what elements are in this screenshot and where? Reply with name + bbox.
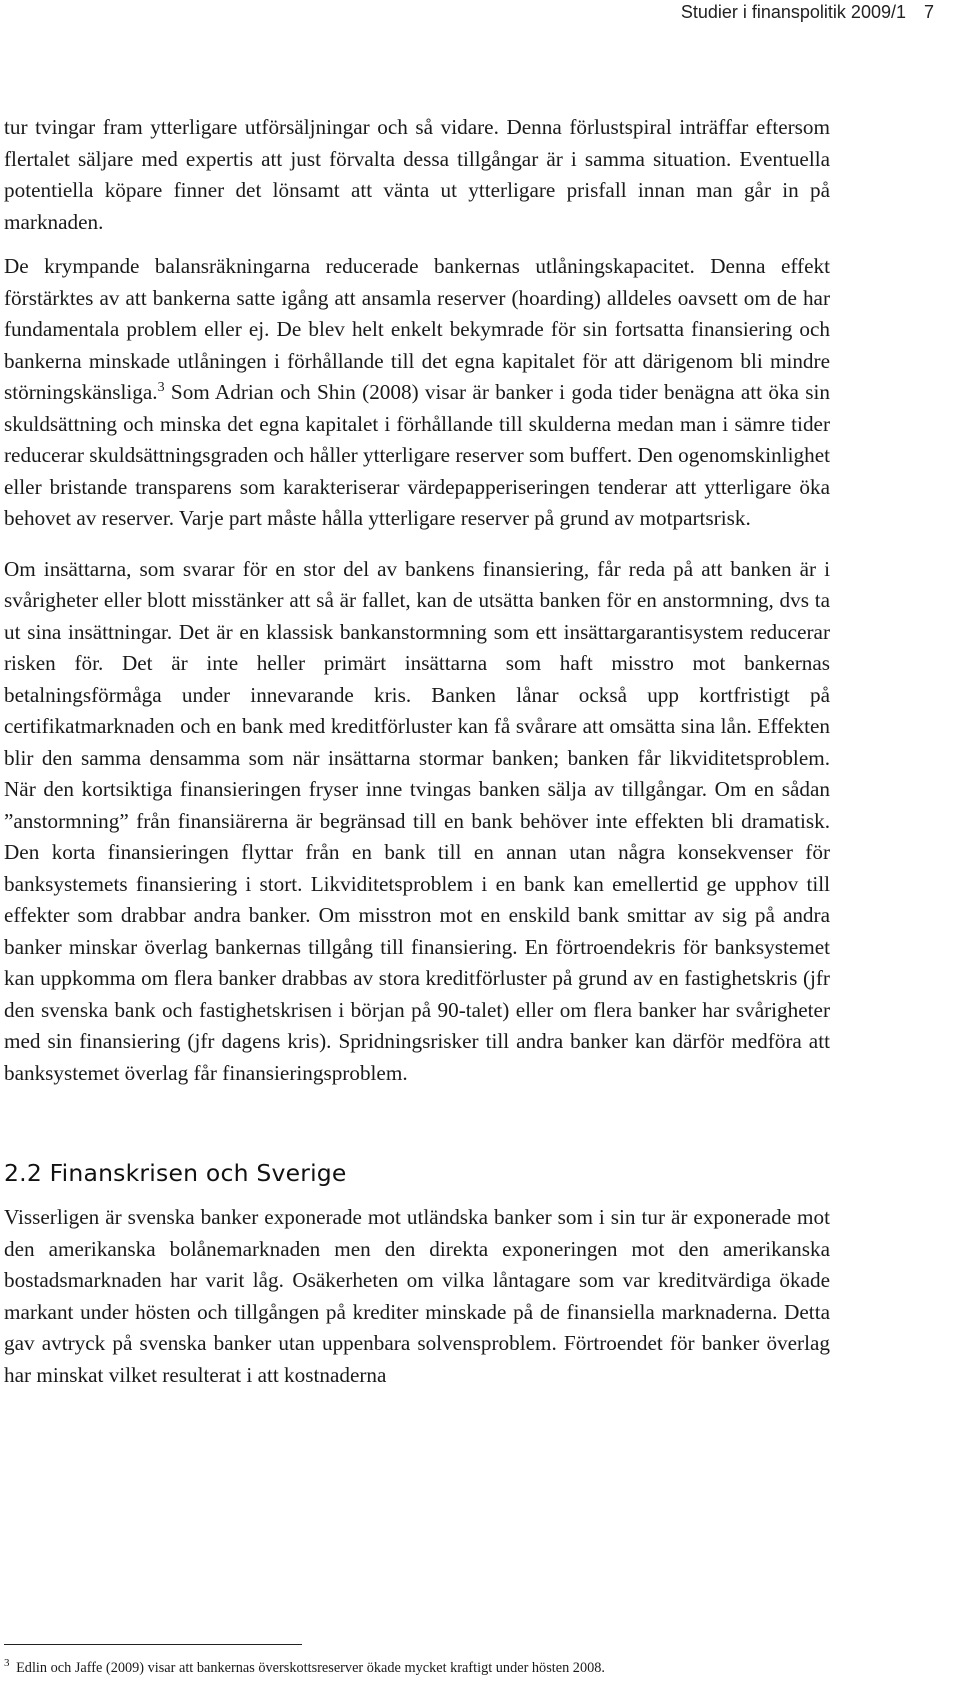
footnote-number: 3 — [4, 1657, 10, 1670]
section-heading: 2.2 Finanskrisen och Sverige — [4, 1159, 347, 1187]
paragraph-3: Om insättarna, som svarar för en stor del av bankens finansiering, får reda på att banken är i svårigheter eller blott misstänker att så är fallet, kan de utsätta banken för en anstormning, dvs ta ut sina insättningar. Det är en klassisk bankanstormning som ett insättargarantisystem reducerar risken för. Det är inte heller primärt insättarna som haft misstro mot bankernas betalningsförmåga under innevarande kris. Banken lånar också upp kortfristigt på certifikatmarknaden och en bank med kreditförluster kan få svårare att omsätta sina lån. Effekten blir den samma densamma som när insättarna stormar banken; banken får likviditetsproblem. När den kortsiktiga finansieringen fryser inne tvingas banken sälja av tillgångar. Om en sådan ”anstormning” från finansiärerna är begränsad till en bank behöver inte effekten bli dramatisk. Den korta finansieringen flyttar från en bank till en annan utan några konsekvenser för banksystemets finansiering i stort. Likviditetsproblem i en bank kan emellertid ge upphov till effekter som drabbar andra banker. Om misstron mot en enskild bank smittar av sig på andra banker minskar överlag bankernas tillgång till finansiering. En förtroendekris för banksystemet kan uppkomma om flera banker drabbas av stora kreditförluster på grund av en fastighetskris (jfr den svenska bank och fastighetskrisen i början på 90-talet) eller om flera banker har svårigheter med sin finansiering (jfr dagens kris). Spridningsrisker till andra banker kan därför medföra att banksystemet överlag får finansieringsproblem. — [4, 556, 830, 1085]
page-number: 7 — [923, 2, 934, 22]
paragraph-2-part-1: De krympande balansräkningarna reducerade bankernas utlåningskapacitet. Denna effekt förstärktes av att bankerna satte igång att ansamla reserver (hoarding) alldeles oavsett om de har fundamentala problem eller ej. De blev helt enkelt bekymrade för sin fortsatta finansiering och bankerna minskade utlåningen i förhållande till det egna kapitalet för att därigenom bli mindre störningskänsliga. — [4, 254, 830, 404]
paragraph-4: Visserligen är svenska banker exponerade mot utländska banker som i sin tur är exponerade mot den amerikanska bolånemarknaden men den direkta exponeringen mot den amerikanska bostadsmarknaden har varit låg. Osäkerheten om vilka låntagare som var kreditvärdiga ökade markant under hösten och tillgången på krediter minskade på de finansiella marknaderna. Detta gav avtryck på svenska banker utan uppenbara solvensproblem. Förtroendet för banker överlag har minskat vilket resulterat i att kostnaderna — [4, 1205, 830, 1387]
footnote-text: Edlin och Jaffe (2009) visar att bankernas överskottsreserver ökade mycket kraftigt under hösten 2008. — [12, 1660, 605, 1676]
paragraph-1: tur tvingar fram ytterligare utförsäljningar och så vidare. Denna förlustspiral inträffar eftersom flertalet säljare med expertis att just förvalta dessa tillgångar är i samma situation. Eventuella potentiella köpare finner det lönsamt att vänta ut ytterligare prisfall innan man går in på marknaden. — [4, 115, 830, 234]
running-header — [681, 2, 934, 23]
paragraph-2-part-2: Som Adrian och Shin (2008) visar är banker i goda tider benägna att öka sin skuldsättning och minska det egna kapitalet i förhållande till skulderna medan man i sämre tider reducerar skuldsättningsgraden och håller ytterligare reserver som buffert. Den ogenomskinlighet eller bristande transparens som karakteriserar värdepapperiseringen tenderar att ytterligare öka behovet av reserver. Varje part måste hålla ytterligare reserver på grund av motpartsrisk. — [4, 380, 830, 530]
journal-title: Studier i finanspolitik 2009/1 — [680, 2, 906, 22]
body-text — [4, 112, 830, 1391]
footnote-separator — [4, 1644, 302, 1645]
footnote-reference[interactable]: 3 — [157, 379, 165, 395]
paragraph-2 — [4, 251, 830, 535]
footnote — [4, 1658, 904, 1678]
